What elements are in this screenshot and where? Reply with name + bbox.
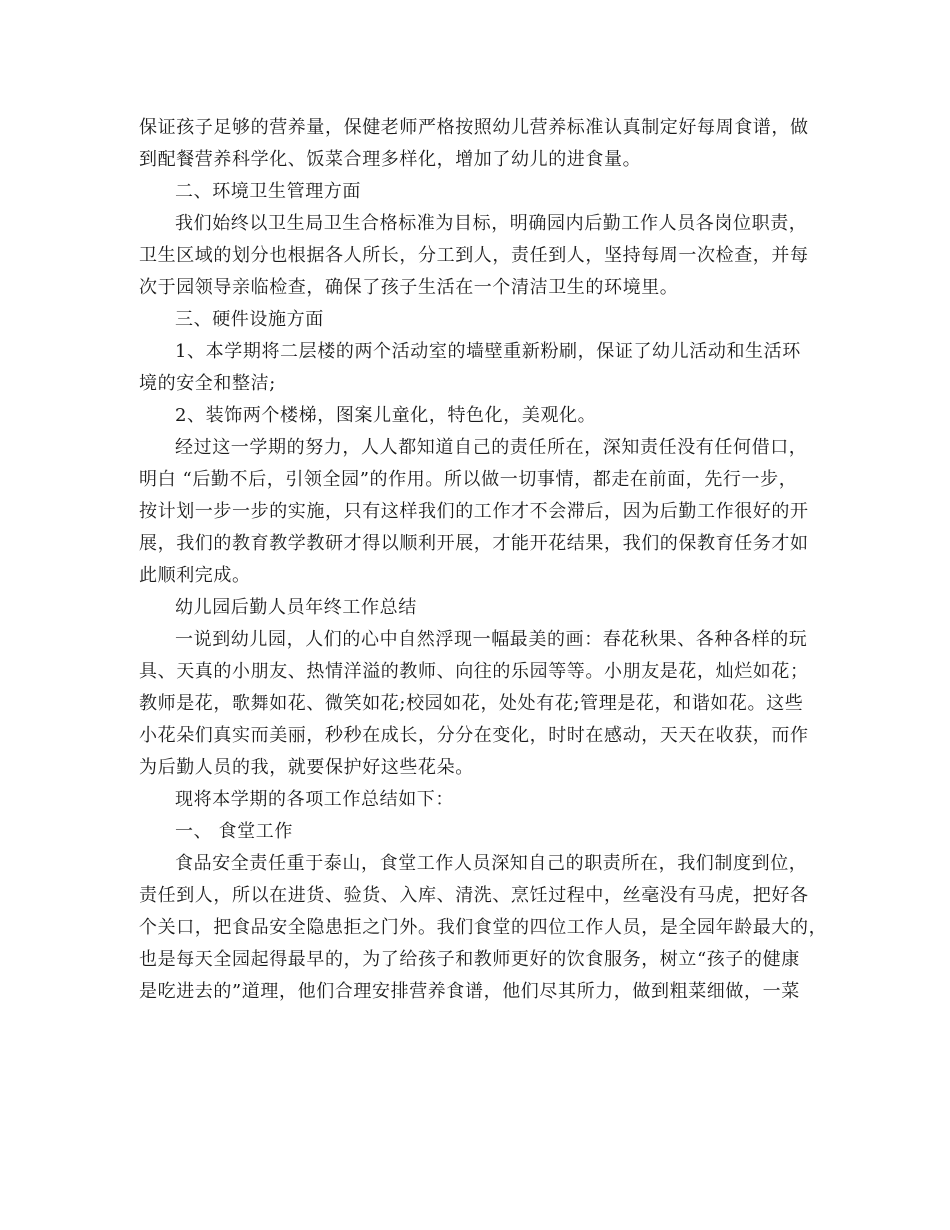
- text-line: 保证孩子足够的营养量，保健老师严格按照幼儿营养标准认真制定好每周食谱，做: [139, 117, 809, 138]
- text-line: 卫生区域的划分也根据各人所长，分工到人，责任到人，坚持每周一次检查，并每: [139, 245, 809, 266]
- text-line: 小花朵们真实而美丽，秒秒在成长，分分在变化，时时在感动，天天在收获，而作: [139, 725, 809, 746]
- text-line: 是吃进去的”道理，他们合理安排营养食谱，他们尽其所力，做到粗菜细做，一菜: [139, 981, 800, 1002]
- text-line: 二、环境卫生管理方面: [175, 181, 361, 202]
- text-line: 经过这一学期的努力，人人都知道自己的责任所在，深知责任没有任何借口，: [175, 437, 808, 458]
- text-line: 境的安全和整洁;: [139, 373, 276, 394]
- text-line: 按计划一步一步的实施，只有这样我们的工作才不会滞后，因为后勤工作很好的开: [139, 501, 809, 522]
- text-line: 到配餐营养科学化、饭菜合理多样化，增加了幼儿的进食量。: [139, 149, 642, 170]
- text-line: 我们始终以卫生局卫生合格标准为目标，明确园内后勤工作人员各岗位职责，: [175, 213, 808, 234]
- text-line: 幼儿园后勤人员年终工作总结: [175, 597, 417, 618]
- text-line: 一说到幼儿园，人们的心中自然浮现一幅最美的画：春花秋果、各种各样的玩: [175, 629, 808, 650]
- text-line: 现将本学期的各项工作总结如下：: [175, 789, 454, 810]
- text-line: 2、装饰两个楼梯，图案儿童化，特色化，美观化。: [175, 405, 597, 426]
- text-line: 个关口，把食品安全隐患拒之门外。我们食堂的四位工作人员，是全园年龄最大的，: [139, 917, 828, 938]
- text-line: 三、硬件设施方面: [175, 309, 324, 330]
- text-line: 明白 “后勤不后，引领全园”的作用。所以做一切事情，都走在前面，先行一步，: [139, 469, 798, 490]
- text-line: 具、天真的小朋友、热情洋溢的教师、向往的乐园等等。小朋友是花，灿烂如花；: [139, 661, 809, 682]
- text-line: 1、本学期将二层楼的两个活动室的墙壁重新粉刷，保证了幼儿活动和生活环: [175, 341, 801, 362]
- text-line: 教师是花，歌舞如花、微笑如花;校园如花，处处有花;管理是花，和谐如花。这些: [139, 693, 804, 714]
- text-line: 为后勤人员的我，就要保护好这些花朵。: [139, 757, 474, 778]
- text-line: 此顺利完成。: [139, 565, 251, 586]
- text-line: 食品安全责任重于泰山，食堂工作人员深知自己的职责所在，我们制度到位，: [175, 853, 808, 874]
- document-body: [139, 112, 828, 1008]
- text-line: 一、 食堂工作: [175, 821, 293, 842]
- text-line: 次于园领导亲临检查，确保了孩子生活在一个清洁卫生的环境里。: [139, 277, 679, 298]
- text-line: 展，我们的教育教学教研才得以顺利开展，才能开花结果，我们的保教育任务才如: [139, 533, 809, 554]
- text-line: 责任到人，所以在进货、验货、入库、清洗、烹饪过程中，丝毫没有马虎，把好各: [139, 885, 809, 906]
- text-line: 也是每天全园起得最早的，为了给孩子和教师更好的饮食服务，树立“孩子的健康: [139, 949, 800, 970]
